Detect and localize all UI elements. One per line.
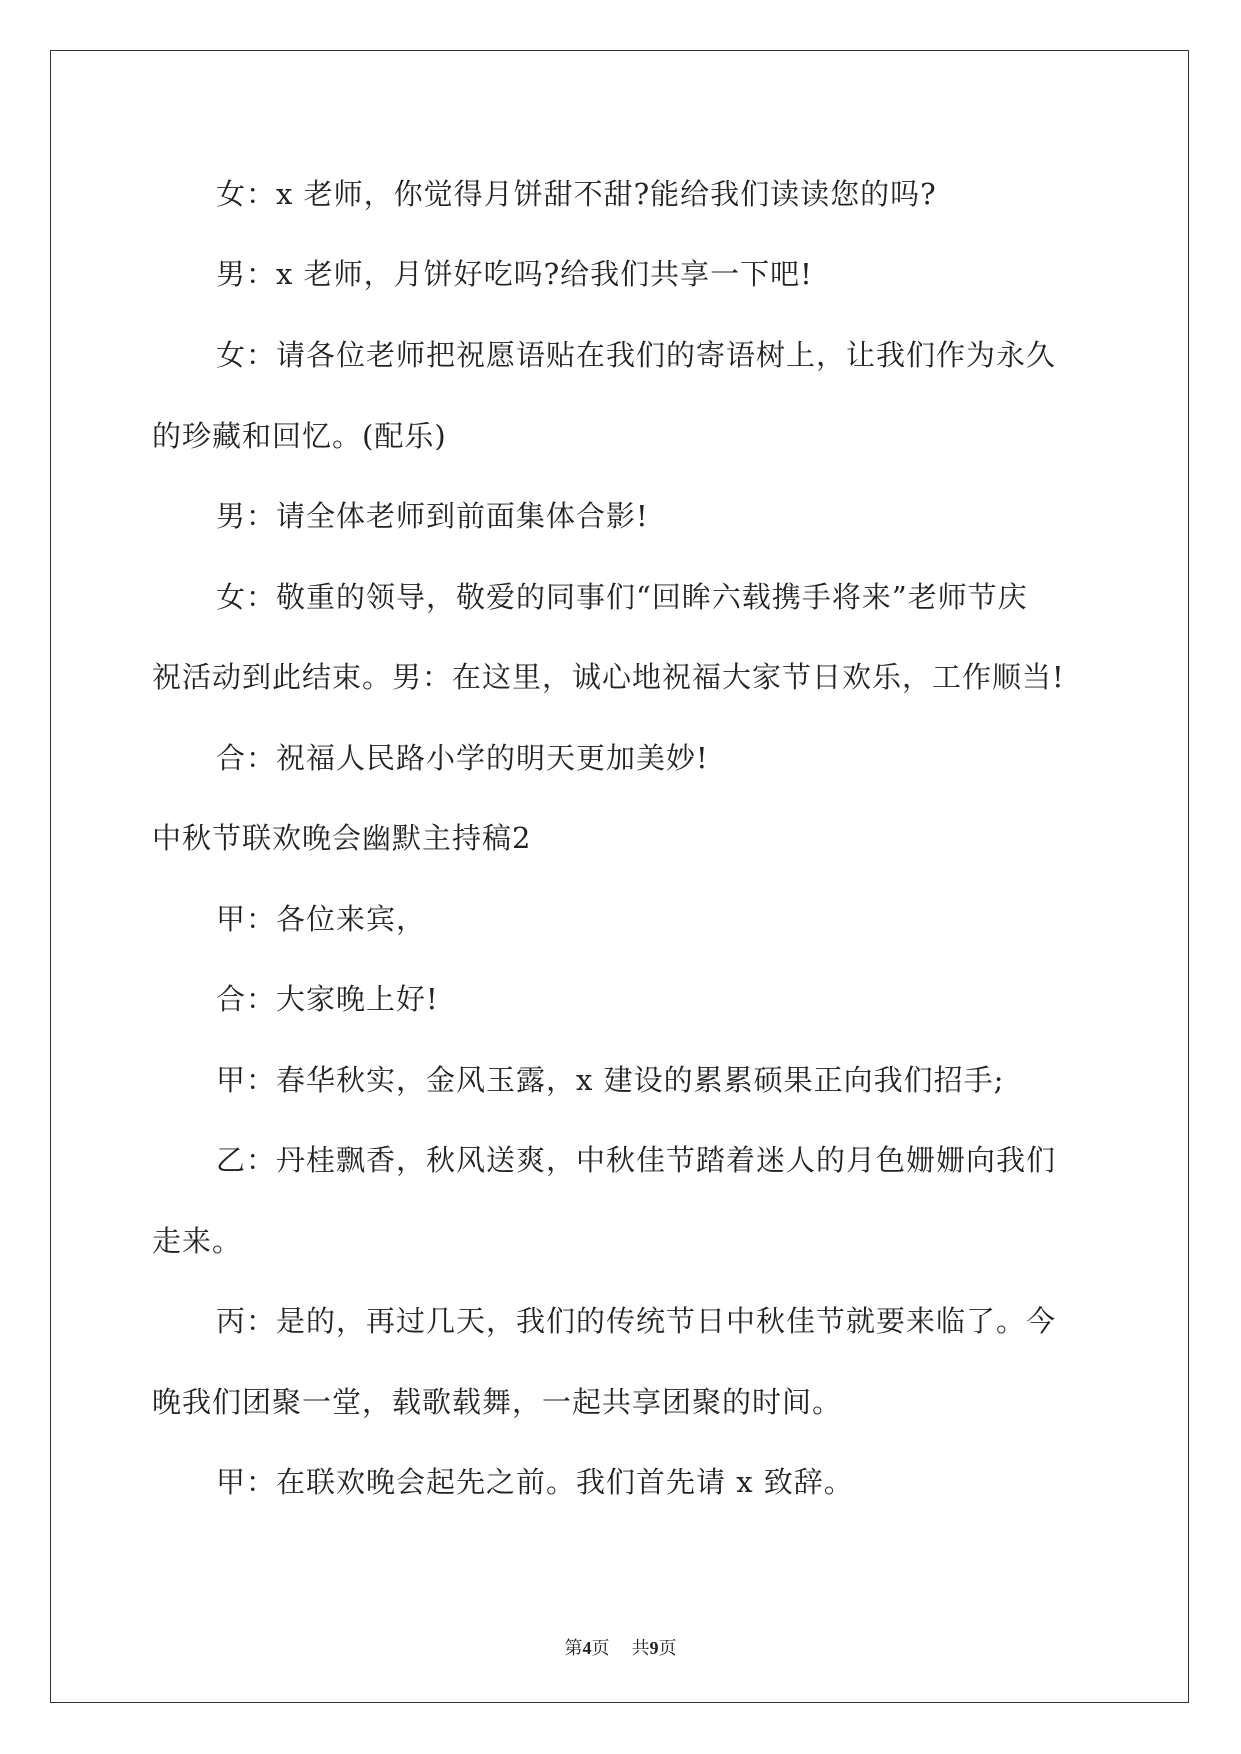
text-line: 女：请各位老师把祝愿语贴在我们的寄语树上，让我们作为永久 [216,338,1057,372]
page-footer [0,1634,1241,1660]
footer-total-prefix: 共 [631,1638,650,1658]
text-line: 女：x 老师，你觉得月饼甜不甜?能给我们读读您的吗? [216,177,937,211]
text-line: 丙：是的，再过几天，我们的传统节日中秋佳节就要来临了。今 [216,1304,1057,1338]
text-line: 男：x 老师，月饼好吃吗?给我们共享一下吧! [216,257,813,291]
total-page-number: 9 [649,1638,659,1658]
text-line: 甲：各位来宾， [216,902,427,936]
text-line: 女：敬重的领导，敬爱的同事们“回眸六载携手将来”老师节庆 [216,580,1028,614]
text-line: 合：祝福人民路小学的明天更加美妙! [216,741,709,775]
footer-page-suffix: 页 [591,1638,610,1658]
text-line: 晚我们团聚一堂，载歌载舞，一起共享团聚的时间。 [152,1385,843,1419]
text-line: 走来。 [152,1224,243,1258]
text-line: 合：大家晚上好! [216,982,439,1016]
footer-total-suffix: 页 [658,1638,677,1658]
footer-prefix: 第 [564,1638,583,1658]
text-line: 乙：丹桂飘香，秋风送爽，中秋佳节踏着迷人的月色姗姗向我们 [216,1143,1057,1177]
text-line: 男：请全体老师到前面集体合影! [216,499,649,533]
text-line: 的珍藏和回忆。(配乐) [152,419,447,453]
text-line: 祝活动到此结束。男：在这里，诚心地祝福大家节日欢乐，工作顺当! [152,660,1065,694]
text-line: 甲：春华秋实，金风玉露，x 建设的累累硕果正向我们招手; [216,1063,1005,1097]
current-page-number: 4 [582,1638,592,1658]
page-border [50,50,1189,1703]
text-line: 甲：在联欢晚会起先之前。我们首先请 x 致辞。 [216,1465,854,1499]
section-heading: 中秋节联欢晚会幽默主持稿2 [152,821,532,855]
